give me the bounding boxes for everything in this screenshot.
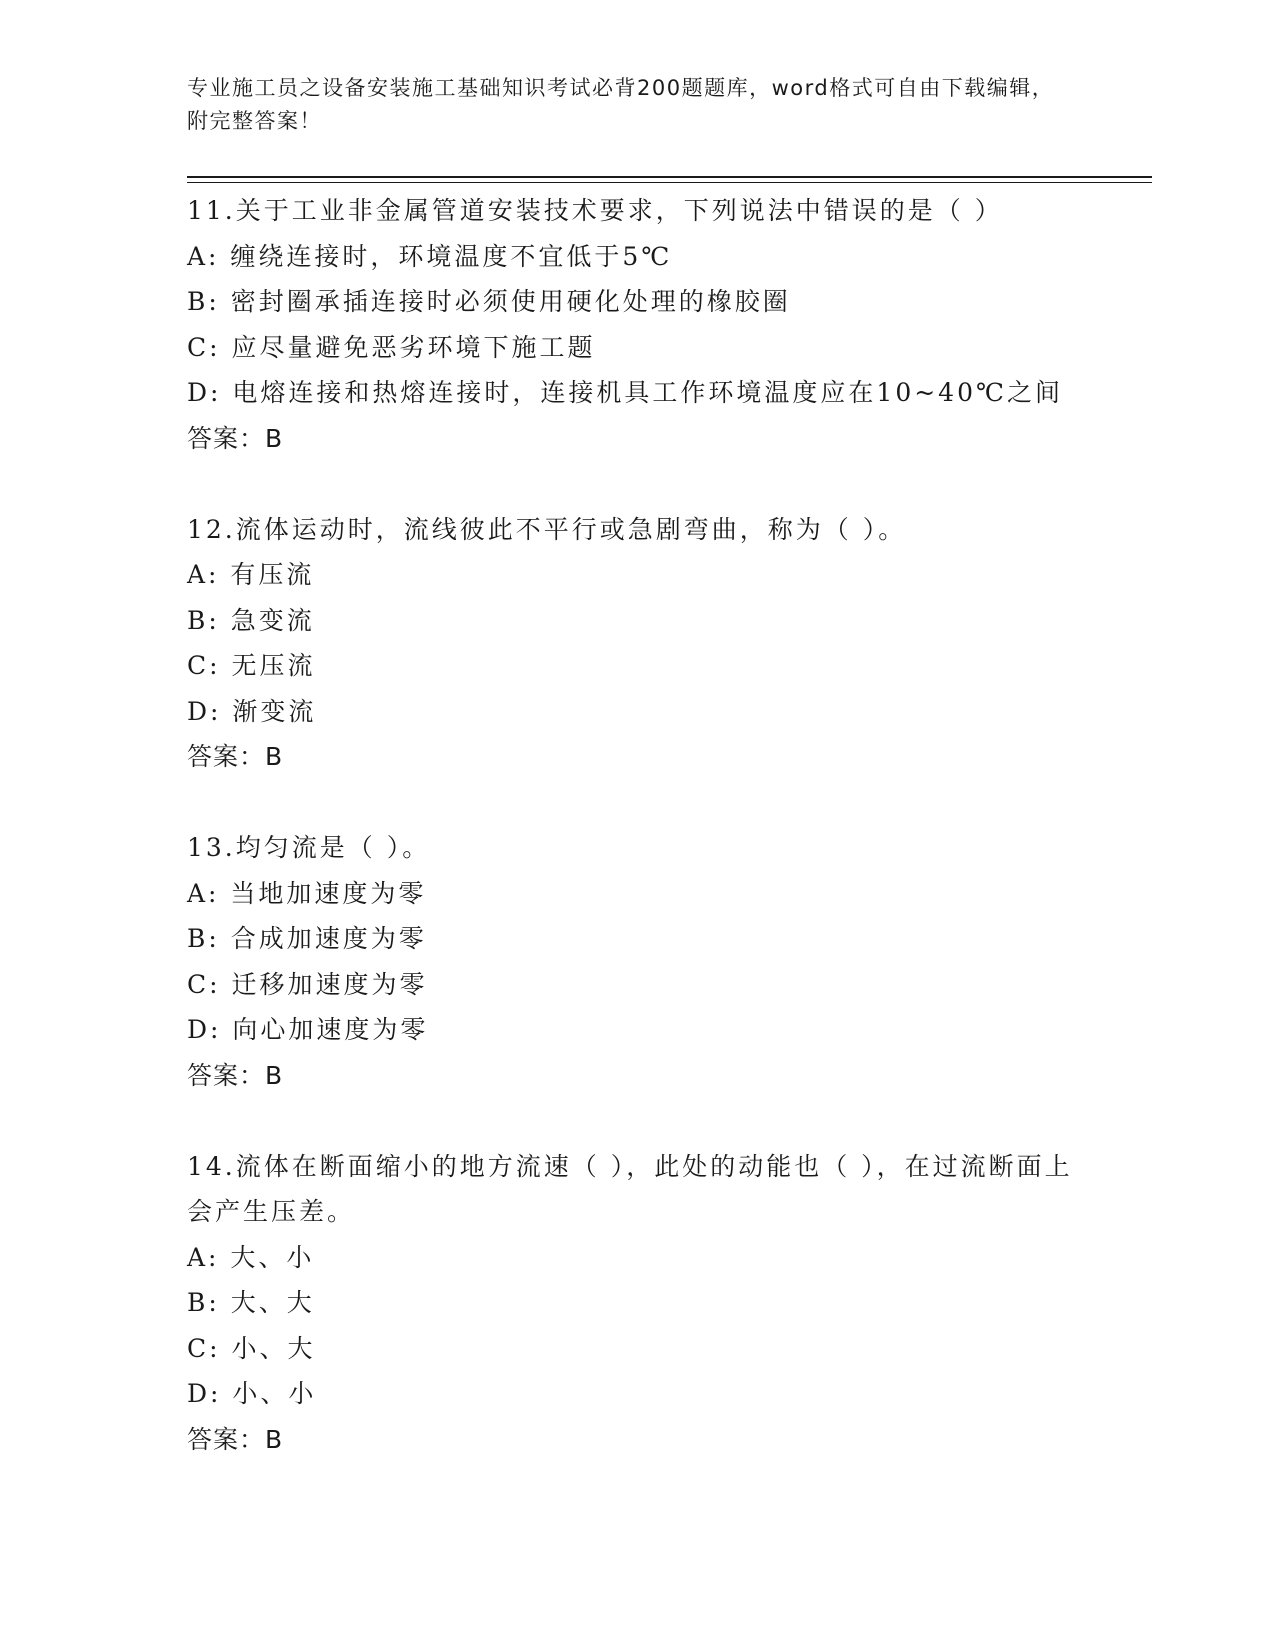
header-divider-thick [187,176,1152,178]
question-12 [187,507,1087,780]
question-stem: 12.流体运动时，流线彼此不平行或急剧弯曲，称为（ ）。 [187,514,907,544]
option-c: C: 无压流 [187,651,316,680]
option-c: C: 应尽量避免恶劣环境下施工题 [187,332,596,362]
option-d: D: 向心加速度为零 [187,1015,429,1044]
option-b: B: 急变流 [187,605,315,635]
answer-label: 答案：B [187,1060,284,1090]
option-b: B: 大、大 [187,1288,315,1317]
question-14 [187,1144,1087,1463]
answer-label: 答案：B [187,1424,284,1454]
question-11 [187,188,1087,461]
option-b: B: 合成加速度为零 [187,924,427,953]
option-d: D: 渐变流 [187,696,317,726]
option-a: A: 有压流 [187,560,315,589]
answer-label: 答案：B [187,423,284,453]
question-stem: 13.均匀流是（ ）。 [187,833,431,862]
option-a: A: 大、小 [187,1242,315,1272]
option-a: A: 当地加速度为零 [187,878,427,908]
option-d: D: 电熔连接和热熔连接时，连接机具工作环境温度应在10~40℃之间 [187,378,1063,407]
option-d: D: 小、小 [187,1379,317,1408]
header-divider-thin [187,182,1152,183]
option-a: A: 缠绕连接时，环境温度不宜低于5℃ [187,241,673,271]
option-c: C: 小、大 [187,1333,316,1363]
question-stem: 11.关于工业非金属管道安装技术要求，下列说法中错误的是（ ） [187,196,1003,225]
option-b: B: 密封圈承插连接时必须使用硬化处理的橡胶圈 [187,287,791,316]
document-title: 专业施工员之设备安装施工基础知识考试必背200题题库，word格式可自由下载编辑，附完整答案！ [187,76,1055,133]
question-13 [187,825,1087,1098]
option-c: C: 迁移加速度为零 [187,969,428,999]
question-stem: 14.流体在断面缩小的地方流速（ ），此处的动能也（ ），在过流断面上会产生压差。 [187,1151,1073,1226]
answer-label: 答案：B [187,742,284,771]
question-list [187,188,1087,1462]
